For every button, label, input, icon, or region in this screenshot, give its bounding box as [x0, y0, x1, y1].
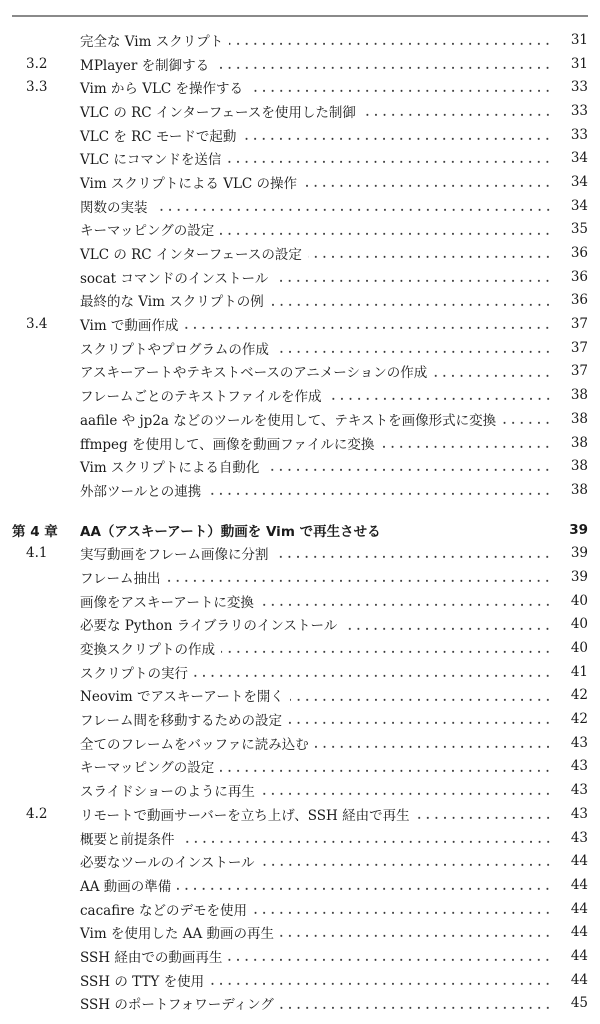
entry-page: 33 [570, 102, 588, 119]
header-rule [12, 15, 588, 17]
leader-dots [315, 731, 552, 755]
entry-page: 44 [570, 947, 588, 964]
leader-dots [220, 218, 552, 242]
leader-dots [177, 873, 552, 897]
entry-number: 3.2 [26, 55, 48, 72]
entry-title: 最終的な Vim スクリプトの例 [80, 294, 264, 311]
entry-page: 43 [570, 758, 588, 775]
leader-dots [249, 75, 552, 99]
entry-page: 31 [570, 55, 588, 72]
leader-dots [270, 289, 552, 313]
leader-dots [328, 383, 552, 407]
entry-title: AA（アスキーアート）動画を Vim で再生させる [80, 523, 381, 540]
entry-title: SSH 経由での動画再生 [80, 949, 223, 966]
entry-title: SSH の TTY を使用 [80, 973, 205, 990]
leader-dots [228, 944, 552, 968]
leader-dots [253, 897, 552, 921]
toc-entry[interactable] [0, 383, 600, 407]
leader-dots [154, 194, 553, 218]
toc-entry[interactable] [0, 360, 600, 384]
toc-entry[interactable] [0, 123, 600, 147]
entry-title: 必要なツールのインストール [80, 855, 255, 872]
entry-title: AA 動画の準備 [80, 878, 172, 895]
toc-entry[interactable] [0, 170, 600, 194]
toc-entry[interactable] [0, 589, 600, 613]
entry-title: socat コマンドのインストール [80, 270, 269, 287]
entry-title: 外部ツールとの連携 [80, 483, 202, 500]
toc-entry[interactable] [0, 28, 600, 52]
entry-title: aafile や jp2a などのツールを使用して、テキストを画像形式に変換 [80, 412, 497, 429]
entry-title: Vim スクリプトによる VLC の操作 [80, 175, 298, 192]
leader-dots [215, 52, 552, 76]
toc-entry[interactable] [0, 944, 600, 968]
entry-title: スクリプトやプログラムの作成 [80, 341, 269, 358]
leader-dots [274, 265, 552, 289]
table-of-contents [0, 28, 600, 1015]
entry-page: 37 [570, 363, 588, 380]
toc-entry[interactable] [0, 99, 600, 123]
entry-title: 完全な Vim スクリプト [80, 33, 224, 50]
toc-entry[interactable] [0, 802, 600, 826]
entry-page: 40 [570, 616, 588, 633]
entry-page: 43 [570, 829, 588, 846]
entry-title: キーマッピングの設定 [80, 223, 215, 240]
toc-entry[interactable] [0, 684, 600, 708]
entry-title: MPlayer を制御する [80, 57, 210, 74]
toc-entry[interactable] [0, 75, 600, 99]
entry-title: SSH のポートフォワーディング [80, 997, 274, 1014]
entry-title: VLC を RC モードで起動 [80, 128, 237, 145]
toc-entry[interactable] [0, 336, 600, 360]
entry-number: 3.3 [26, 79, 48, 96]
entry-title: cacafire などのデモを使用 [80, 902, 247, 919]
toc-entry[interactable] [0, 992, 600, 1016]
toc-entry[interactable] [0, 920, 600, 944]
entry-page: 43 [570, 782, 588, 799]
leader-dots [380, 431, 552, 455]
entry-title: Vim で動画作成 [80, 318, 179, 335]
entry-page: 38 [570, 387, 588, 404]
entry-page: 44 [570, 924, 588, 941]
toc-entry[interactable] [0, 707, 600, 731]
leader-dots [227, 146, 552, 170]
toc-entry[interactable] [0, 731, 600, 755]
toc-entry[interactable] [0, 218, 600, 242]
leader-dots [181, 826, 553, 850]
leader-dots [210, 968, 552, 992]
entry-page: 43 [570, 734, 588, 751]
entry-page: 33 [570, 79, 588, 96]
entry-page: 39 [570, 545, 588, 562]
entry-page: 38 [570, 410, 588, 427]
toc-entry[interactable] [0, 407, 600, 431]
entry-title: 変換スクリプトの作成 [80, 642, 215, 659]
toc-entry[interactable] [0, 849, 600, 873]
entry-page: 40 [570, 592, 588, 609]
entry-page: 40 [570, 640, 588, 657]
leader-dots [194, 660, 552, 684]
entry-page: 39 [570, 568, 588, 585]
leader-dots [280, 920, 552, 944]
entry-page: 38 [570, 434, 588, 451]
toc-entry[interactable] [0, 968, 600, 992]
leader-dots [207, 478, 552, 502]
toc-entry[interactable] [0, 873, 600, 897]
entry-page: 42 [570, 711, 588, 728]
entry-title: Vim スクリプトによる自動化 [80, 460, 260, 477]
toc-entry[interactable] [0, 312, 600, 336]
leader-dots [290, 684, 552, 708]
toc-entry[interactable] [0, 660, 600, 684]
leader-dots [416, 802, 552, 826]
toc-entry[interactable] [0, 541, 600, 565]
entry-page: 34 [570, 197, 588, 214]
entry-title: フレーム間を移動するための設定 [80, 713, 282, 730]
entry-page: 44 [570, 876, 588, 893]
toc-entry[interactable] [0, 265, 600, 289]
entry-title: VLC の RC インターフェースを使用した制御 [80, 104, 356, 121]
entry-title: Vim から VLC を操作する [80, 81, 244, 98]
entry-page: 31 [570, 31, 588, 48]
entry-title: フレーム抽出 [80, 570, 161, 587]
entry-title: フレームごとのテキストファイルを作成 [80, 389, 322, 406]
entry-number: 4.1 [26, 545, 48, 562]
leader-dots [265, 454, 552, 478]
leader-dots [261, 778, 552, 802]
entry-title: ffmpeg を使用して、画像を動画ファイルに変換 [80, 436, 375, 453]
entry-title: リモートで動画サーバーを立ち上げ、SSH 経由で再生 [80, 807, 410, 824]
entry-title: 必要な Python ライブラリのインストール [80, 618, 338, 635]
toc-entry[interactable] [0, 755, 600, 779]
entry-title: VLC にコマンドを送信 [80, 152, 222, 169]
leader-dots [308, 241, 552, 265]
toc-entry[interactable] [0, 478, 600, 502]
leader-dots [343, 613, 552, 637]
entry-page: 37 [570, 339, 588, 356]
entry-title: スクリプトの実行 [80, 665, 188, 682]
entry-title: 関数の実装 [80, 199, 148, 216]
leader-dots [166, 565, 552, 589]
entry-title: 全てのフレームをバッファに読み込む [80, 736, 309, 753]
toc-entry[interactable] [0, 636, 600, 660]
entry-page: 45 [570, 995, 588, 1012]
leader-dots [274, 541, 552, 565]
leader-dots [280, 992, 552, 1016]
leader-dots [362, 99, 552, 123]
toc-entry[interactable] [0, 454, 600, 478]
entry-title: Neovim でアスキーアートを開く [80, 689, 284, 706]
toc-chapter-entry[interactable] [0, 518, 600, 542]
entry-page: 42 [570, 687, 588, 704]
entry-page: 36 [570, 245, 588, 262]
entry-page: 44 [570, 971, 588, 988]
entry-title: アスキーアートやテキストベースのアニメーションの作成 [80, 365, 428, 382]
leader-dots [221, 636, 552, 660]
entry-page: 33 [570, 126, 588, 143]
leader-dots [220, 755, 552, 779]
entry-page: 44 [570, 853, 588, 870]
leader-dots [261, 849, 552, 873]
toc-entry[interactable] [0, 52, 600, 76]
entry-number: 第 4 章 [12, 523, 58, 540]
leader-dots [184, 312, 552, 336]
entry-page: 41 [570, 663, 588, 680]
toc-entry[interactable] [0, 146, 600, 170]
toc-entry[interactable] [0, 778, 600, 802]
entry-page: 38 [570, 458, 588, 475]
leader-dots [502, 407, 552, 431]
toc-entry[interactable] [0, 431, 600, 455]
leader-dots [433, 360, 552, 384]
entry-page: 43 [570, 805, 588, 822]
toc-entry[interactable] [0, 826, 600, 850]
entry-page: 44 [570, 900, 588, 917]
leader-dots [288, 707, 552, 731]
toc-entry[interactable] [0, 613, 600, 637]
entry-title: VLC の RC インターフェースの設定 [80, 247, 302, 264]
toc-entry[interactable] [0, 565, 600, 589]
entry-page: 34 [570, 173, 588, 190]
entry-number: 3.4 [26, 316, 48, 333]
leader-dots [387, 518, 552, 542]
leader-dots [275, 336, 552, 360]
toc-entry[interactable] [0, 241, 600, 265]
leader-dots [260, 589, 552, 613]
toc-entry[interactable] [0, 289, 600, 313]
entry-page: 37 [570, 316, 588, 333]
entry-title: 概要と前提条件 [80, 831, 175, 848]
toc-entry[interactable] [0, 897, 600, 921]
entry-title: 実写動画をフレーム画像に分割 [80, 547, 269, 564]
entry-page: 36 [570, 292, 588, 309]
entry-title: Vim を使用した AA 動画の再生 [80, 926, 275, 943]
toc-entry[interactable] [0, 194, 600, 218]
leader-dots [242, 123, 552, 147]
entry-number: 4.2 [26, 805, 48, 822]
entry-title: 画像をアスキーアートに変換 [80, 594, 254, 611]
entry-page: 34 [570, 150, 588, 167]
entry-page: 39 [569, 521, 588, 538]
leader-dots [303, 170, 552, 194]
leader-dots [229, 28, 552, 52]
entry-title: スライドショーのように再生 [80, 784, 255, 801]
entry-page: 35 [570, 221, 588, 238]
entry-page: 36 [570, 268, 588, 285]
entry-title: キーマッピングの設定 [80, 760, 215, 777]
entry-page: 38 [570, 481, 588, 498]
